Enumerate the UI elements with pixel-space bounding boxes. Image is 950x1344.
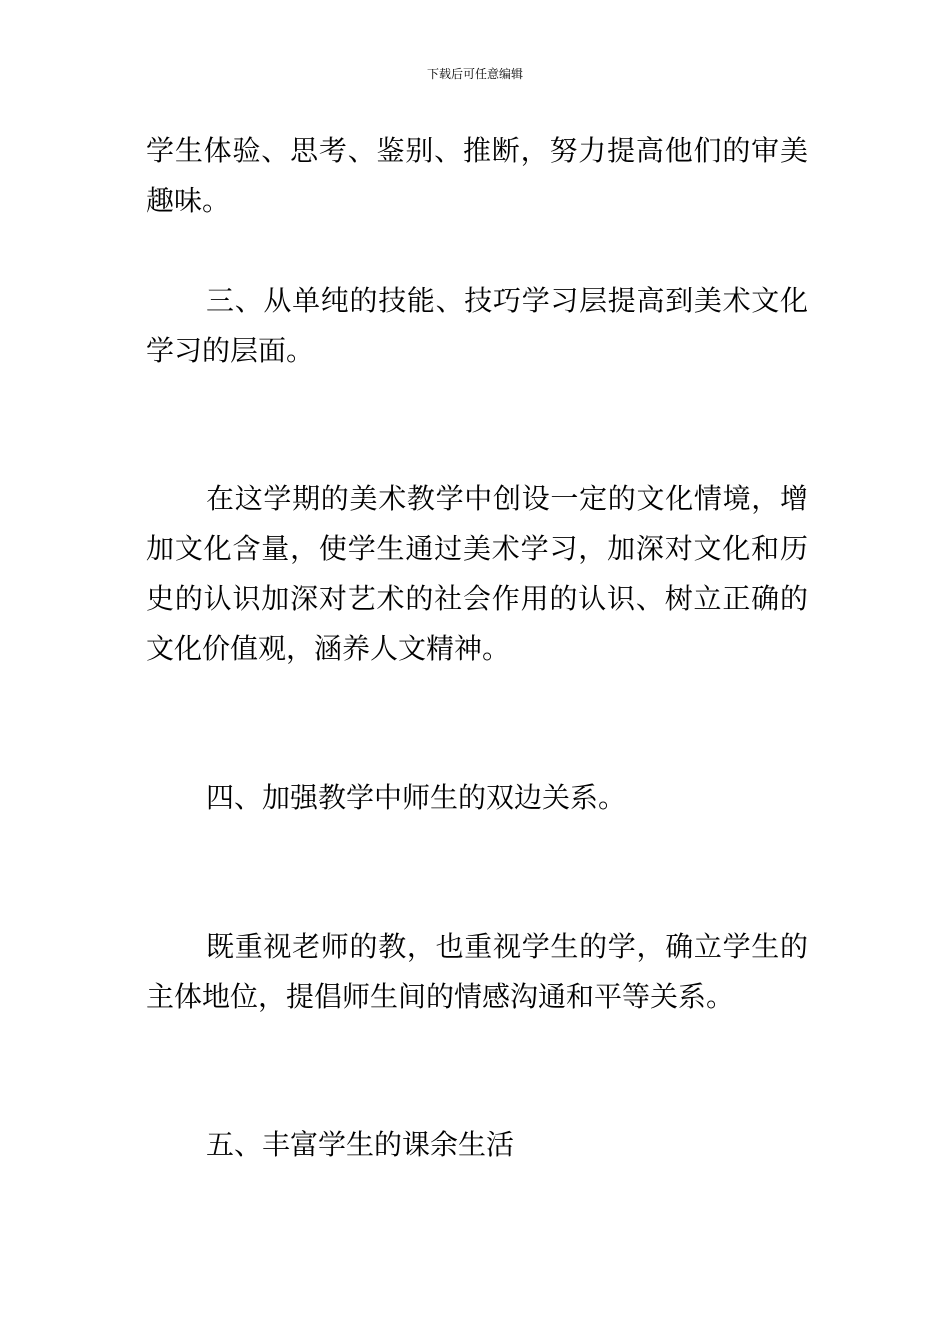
page-header: 下载后可任意编辑 [426,67,523,81]
section-heading-3: 三、从单纯的技能、技巧学习层提高到美术文化学习的层面。 [146,284,808,367]
section-heading-4: 四、加强教学中师生的双边关系。 [206,781,627,814]
body-paragraph-relations: 既重视老师的教，也重视学生的学，确立学生的主体地位，提倡师生间的情感沟通和平等关系。 [146,930,808,1013]
body-paragraph-culture: 在这学期的美术教学中创设一定的文化情境，增加文化含量，使学生通过美术学习，加深对文化和历史的认识加深对艺术的社会作用的认识、树立正确的文化价值观，涵养人文精神。 [146,482,808,665]
paragraph-continuation: 学生体验、思考、鉴别、推断，努力提高他们的审美趣味。 [146,134,808,217]
section-heading-5: 五、丰富学生的课余生活 [206,1128,515,1161]
